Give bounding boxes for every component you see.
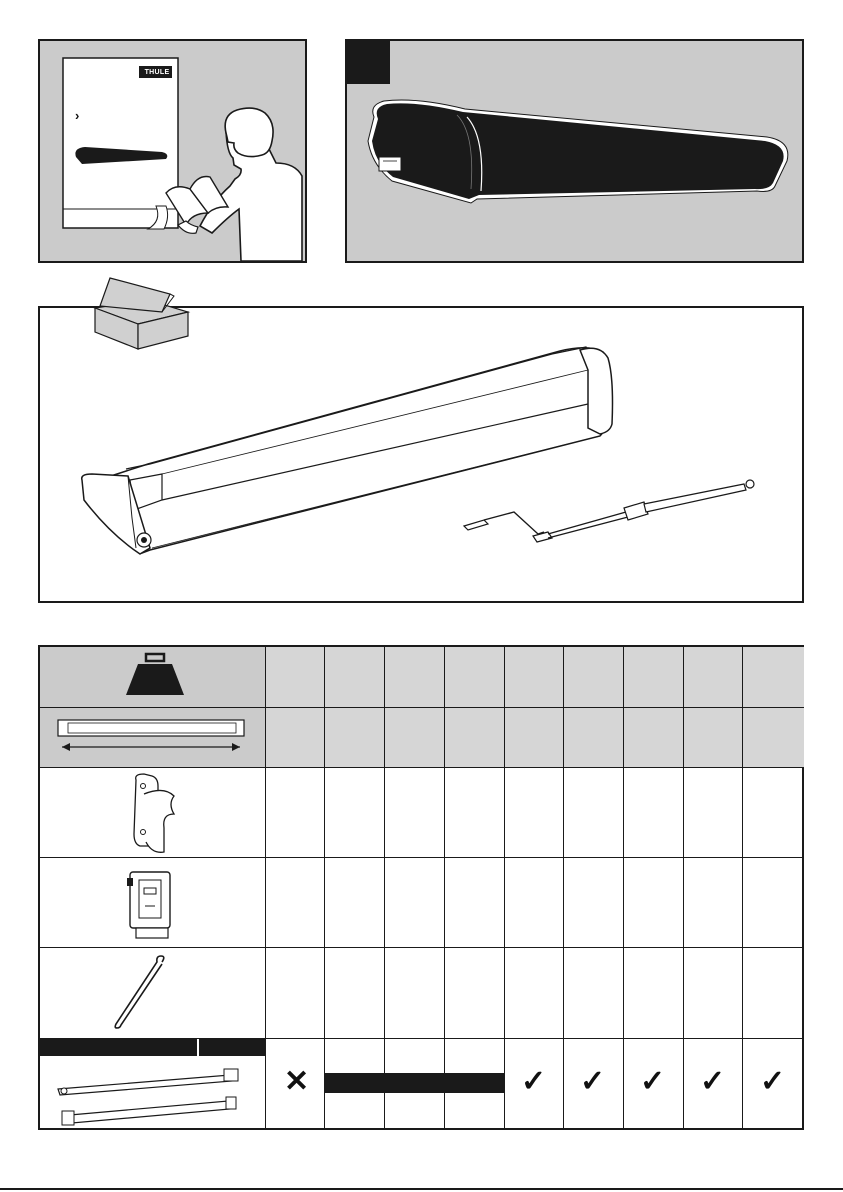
adapter-col-8 xyxy=(684,858,743,948)
weight-col-6 xyxy=(564,647,624,708)
hook-tool-icon xyxy=(40,948,264,1037)
legs-col-5 xyxy=(505,1039,564,1128)
legs-row-label xyxy=(40,1039,266,1128)
awning-length-icon xyxy=(40,708,264,766)
hook-col-3 xyxy=(385,948,445,1039)
hook-col-5 xyxy=(505,948,564,1039)
legs-col-9 xyxy=(743,1039,804,1128)
adapter-col-3 xyxy=(385,858,445,948)
bracket-col-5 xyxy=(505,768,564,858)
bracket-col-6 xyxy=(564,768,624,858)
length-col-8 xyxy=(684,708,743,768)
included-check-icon: ✓ xyxy=(521,1065,547,1098)
adapter-row-label xyxy=(40,858,266,948)
bracket-row-label xyxy=(40,768,266,858)
bracket-col-8 xyxy=(684,768,743,858)
hook-col-2 xyxy=(325,948,385,1039)
hook-col-7 xyxy=(624,948,684,1039)
length-col-6 xyxy=(564,708,624,768)
bracket-col-1 xyxy=(266,768,325,858)
step-badge xyxy=(347,41,390,84)
bracket-col-4 xyxy=(445,768,505,858)
length-header-cell xyxy=(40,708,266,768)
length-col-1 xyxy=(266,708,325,768)
length-col-7 xyxy=(624,708,684,768)
box-icon xyxy=(78,266,198,356)
legs-col-1 xyxy=(266,1039,325,1128)
hook-col-8 xyxy=(684,948,743,1039)
weight-col-3 xyxy=(385,647,445,708)
weight-icon xyxy=(40,647,264,706)
length-col-2 xyxy=(325,708,385,768)
manual-brand-label: THULE xyxy=(144,69,170,76)
weight-col-9 xyxy=(743,647,804,708)
legs-col-8 xyxy=(684,1039,743,1128)
legs-col-7 xyxy=(624,1039,684,1128)
adapter-col-9 xyxy=(743,858,804,948)
not-included-icon: ✕ xyxy=(284,1065,310,1098)
read-manual-panel xyxy=(38,39,307,263)
legs-col-6 xyxy=(564,1039,624,1128)
legs-span-bar xyxy=(325,1073,505,1093)
awning-overview-panel xyxy=(345,39,804,263)
hook-row-label xyxy=(40,948,266,1039)
weight-header-cell xyxy=(40,647,266,708)
adapter-col-5 xyxy=(505,858,564,948)
hook-col-6 xyxy=(564,948,624,1039)
included-check-icon: ✓ xyxy=(760,1065,786,1098)
weight-col-8 xyxy=(684,647,743,708)
hook-col-4 xyxy=(445,948,505,1039)
weight-col-4 xyxy=(445,647,505,708)
hook-col-1 xyxy=(266,948,325,1039)
adapter-col-1 xyxy=(266,858,325,948)
length-col-5 xyxy=(505,708,564,768)
bracket-col-7 xyxy=(624,768,684,858)
awning-bracket-icon xyxy=(40,768,264,856)
adapter-col-2 xyxy=(325,858,385,948)
read-manual-illustration xyxy=(40,41,305,261)
legs-header-bar xyxy=(40,1039,266,1056)
page-footer-rule xyxy=(0,1188,843,1190)
rail-adapter-icon xyxy=(40,858,264,946)
kit-table xyxy=(38,645,804,1130)
manual-bullet-icon: › xyxy=(75,108,80,123)
included-check-icon: ✓ xyxy=(580,1065,606,1098)
bracket-col-3 xyxy=(385,768,445,858)
bracket-col-2 xyxy=(325,768,385,858)
weight-col-7 xyxy=(624,647,684,708)
length-col-4 xyxy=(445,708,505,768)
weight-col-1 xyxy=(266,647,325,708)
awning-illustration xyxy=(347,41,802,261)
adapter-col-7 xyxy=(624,858,684,948)
included-check-icon: ✓ xyxy=(640,1065,666,1098)
length-col-9 xyxy=(743,708,804,768)
included-check-icon: ✓ xyxy=(700,1065,726,1098)
bracket-col-9 xyxy=(743,768,804,858)
length-col-3 xyxy=(385,708,445,768)
adapter-col-6 xyxy=(564,858,624,948)
hook-col-9 xyxy=(743,948,804,1039)
weight-col-2 xyxy=(325,647,385,708)
weight-col-5 xyxy=(505,647,564,708)
adapter-col-4 xyxy=(445,858,505,948)
